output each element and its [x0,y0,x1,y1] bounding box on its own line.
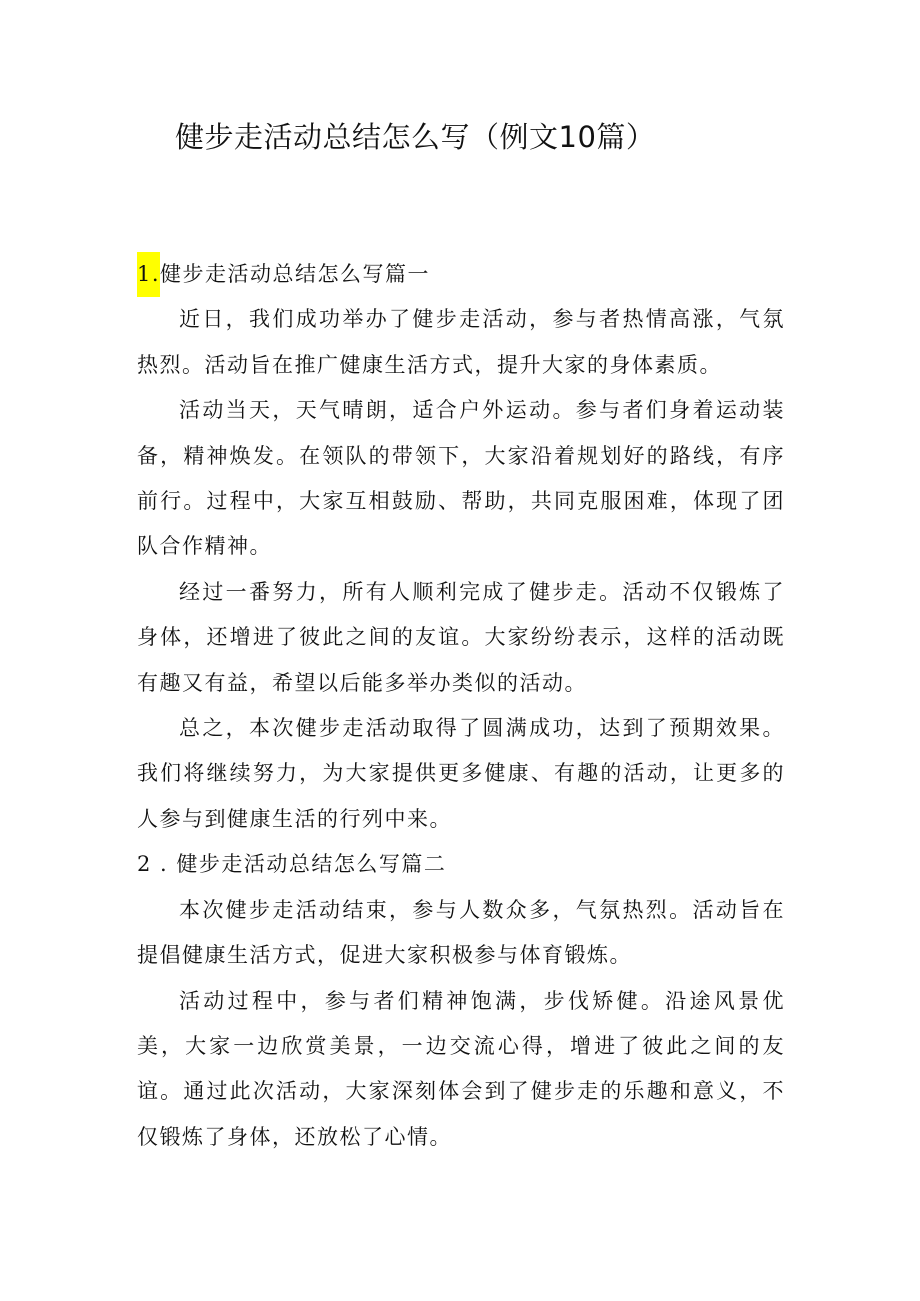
section-heading-text: . 健步走活动总结怎么写篇二 [151,852,447,877]
section-number: 2 [137,852,152,877]
section-heading [137,842,785,887]
paragraph: 活动当天，天气晴朗，适合户外运动。参与者们身着运动装备，精神焕发。在领队的带领下，大家沿着规划好的路线，有序前行。过程中，大家互相鼓励、帮助，共同克服困难，体现了团队合作精神。 [137,398,785,559]
paragraph: 活动过程中，参与者们精神饱满，步伐矫健。沿途风景优美，大家一边欣赏美景，一边交流心得，增进了彼此之间的友谊。通过此次活动，大家深刻体会到了健步走的乐趣和意义，不仅锻炼了身体，还放松了心情。 [137,988,785,1149]
paragraph: 总之，本次健步走活动取得了圆满成功，达到了预期效果。我们将继续努力，为大家提供更多健康、有趣的活动，让更多的人参与到健康生活的行列中来。 [137,716,785,831]
section-heading [137,252,785,297]
paragraph: 本次健步走活动结束，参与人数众多，气氛热烈。活动旨在提倡健康生活方式，促进大家积极参与体育锻炼。 [137,897,785,968]
document-title: 健步走活动总结怎么写（例文10篇） [175,120,656,154]
section-number-highlight: 1. [137,252,160,297]
paragraph: 近日，我们成功举办了健步走活动，参与者热情高涨，气氛热烈。活动旨在推广健康生活方式，提升大家的身体素质。 [137,307,785,377]
document-body [137,252,785,1160]
section-heading-text: 健步走活动总结怎么写篇一 [160,262,431,286]
paragraph: 经过一番努力，所有人顺利完成了健步走。活动不仅锻炼了身体，还增进了彼此之间的友谊。大家纷纷表示，这样的活动既有趣又有益，希望以后能多举办类似的活动。 [137,579,785,695]
